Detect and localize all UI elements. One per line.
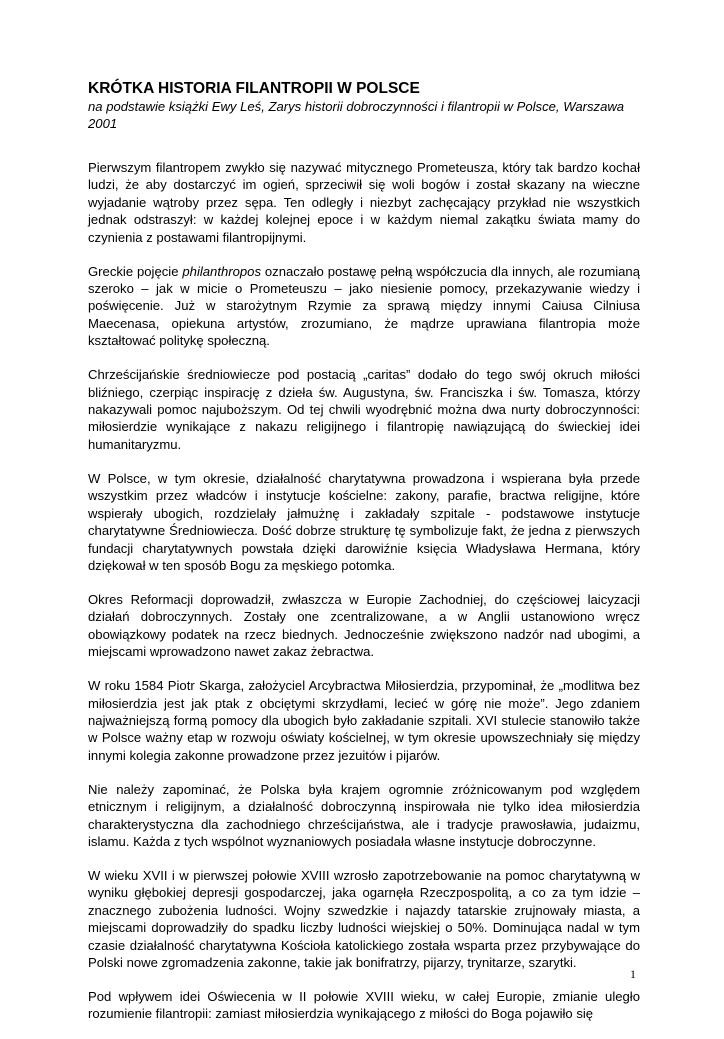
- document-subtitle: na podstawie książki Ewy Leś, Zarys historii dobroczynności i filantropii w Polsce, Warszawa 2001: [88, 99, 625, 131]
- paragraph-poland-middle-ages: W Polsce, w tym okresie, działalność charytatywna prowadzona i wspierana była przede wszystkim przez władców i instytucje kościelne: zakony, parafie, bractwa religijne, które wspierały ubogich, rozdzielały jałmużnę i zakładały szpitale - podstawowe instytucje charytatywne Średniowiecza. Dość dobrze strukturę tę symbolizuje fakt, że jedna z pierwszych fundacji charytatywnych powstała dzięki darowiźnie księcia Władysława Hermana, który dziękował w ten sposób Bogu za męskiego potomka.: [88, 470, 640, 573]
- document-body: [88, 80, 640, 1039]
- page-number: 1: [630, 967, 636, 981]
- italic-term: philanthropos: [182, 263, 261, 279]
- paragraph-text: oznaczało postawę pełną współczucia dla innych, ale rozumianą szeroko – jak w micie o Prometeuszu – jako niesienie pomocy, przekazywanie wiedzy i poświęcenie. Już w starożytnym Rzymie za sprawą między innymi Caiusa Cilniusa Maecenasa, opiekuna artystów, zrozumiano, że mądrze uprawiana filantropia może kształtować politykę społeczną.: [88, 263, 640, 349]
- paragraph-list: [88, 159, 640, 1023]
- document-title: KRÓTKA HISTORIA FILANTROPII W POLSCE: [88, 80, 420, 97]
- paragraph-greek-concept: [88, 263, 640, 350]
- paragraph-reformation: Okres Reformacji doprowadził, zwłaszcza w Europie Zachodniej, do częściowej laicyzacji działań dobroczynnych. Zostały one zcentralizowane, a w Anglii ustanowiono wręcz obowiązkowy podatek na rzecz biednych. Jednocześnie zwiększono nadzór nad ubogimi, a miejscami wprowadzono nawet zakaz żebractwa.: [88, 591, 640, 660]
- paragraph-skarga: W roku 1584 Piotr Skarga, założyciel Arcybractwa Miłosierdzia, przypominał, że „modlitwa bez miłosierdzia jest jak ptak z obciętymi skrzydłami, lecieć w górę nie może”. Jego zdaniem najważniejszą formą pomocy dla ubogich było zakładanie szpitali. XVI stulecie stanowiło także w Polsce ważny etap w rozwoju oświaty kościelnej, w tym okresie upowszechniały się między innymi kolegia zakonne prowadzone przez jezuitów i pijarów.: [88, 678, 640, 763]
- paragraph-caritas: Chrześcijańskie średniowiecze pod postacią „caritas” dodało do tego swój okruch miłości bliźniego, czerpiąc inspirację z dzieła św. Augustyna, św. Franciszka i św. Tomasza, którzy nakazywali pomoc najuboższym. Od tej chwili wyodrębnić można dwa nurty dobroczynności: miłosierdzie wynikające z nakazu religijnego i filantropię nawiązującą do świeckiej idei humanitaryzmu.: [88, 367, 640, 452]
- paragraph-diversity: Nie należy zapominać, że Polska była krajem ogromnie zróżnicowanym pod względem etnicznym i religijnym, a działalność dobroczynną inspirowała nie tylko idea miłosierdzia charakterystyczna dla zachodniego chrześcijaństwa, ale i tradycje prawosławia, judaizmu, islamu. Każda z tych wspólnot wyznaniowych posiadała własne instytucje dobroczynne.: [88, 781, 640, 849]
- paragraph-17th-century: W wieku XVII i w pierwszej połowie XVIII wzrosło zapotrzebowanie na pomoc charytatywną w wyniku głębokiej depresji gospodarczej, jaka ogarnęła Rzeczpospolitą, a co za tym idzie – znacznego zubożenia ludności. Wojny szwedzkie i najazdy tatarskie zrujnowały miasta, a miejscami doprowadziły do spadku liczby ludności wiejskiej o 50%. Dominująca nadal w tym czasie działalność charytatywna Kościoła katolickiego została wsparta przez przybywające do Polski nowe zgromadzenia zakonne, takie jak bonifratrzy, pijarzy, trynitarze, szarytki.: [88, 867, 640, 970]
- paragraph-enlightenment: Pod wpływem idei Oświecenia w II połowie XVIII wieku, w całej Europie, zmianie uległo rozumienie filantropii: zamiast miłosierdzia wynikającego z miłości do Boga pojawiło się: [88, 989, 640, 1022]
- paragraph-text: Greckie pojęcie: [88, 263, 183, 279]
- paragraph-prometheus: Pierwszym filantropem zwykło się nazywać mitycznego Prometeusza, który tak bardzo kochał ludzi, że aby dostarczyć im ogień, sprzeciwił się woli bogów i został skazany na wieczne wyjadanie wątroby przez sępa. Ten odległy i niezbyt zachęcający przykład nie wszystkich jednak odstraszył: w każdej kolejnej epoce i w każdym niemal zakątku świata mamy do czynienia z postawami filantropijnymi.: [88, 160, 640, 245]
